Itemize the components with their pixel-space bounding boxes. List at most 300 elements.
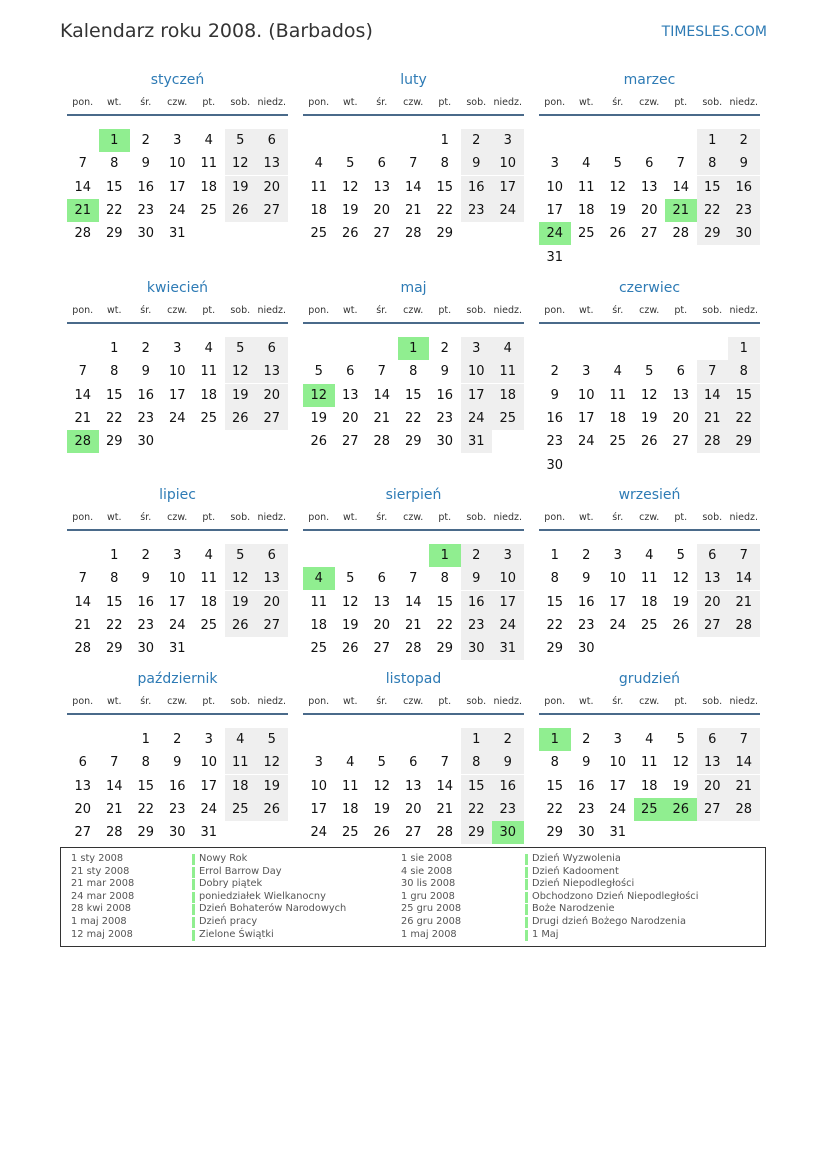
weekday-label: pt. (438, 512, 452, 523)
day-cell: 16 (728, 176, 760, 199)
day-cell: 20 (404, 801, 422, 817)
legend-holiday-name: poniedziałek Wielkanocny (199, 890, 326, 902)
day-cell: 7 (409, 571, 418, 587)
legend-date: 12 maj 2008 (71, 928, 133, 940)
day-cell: 17 (492, 176, 524, 199)
weekday-label: śr. (376, 97, 388, 108)
day-cell: 4 (225, 728, 257, 751)
weekday-label: pon. (72, 512, 94, 523)
day-cell: 21 (436, 801, 454, 817)
day-cell: 22 (436, 202, 454, 218)
month-name: październik (137, 671, 218, 687)
day-cell: 10 (200, 755, 218, 771)
day-cell: 11 (310, 594, 328, 610)
day-cell: 23 (137, 410, 155, 426)
day-cell: 3 (613, 548, 622, 563)
day-cell: 21 (105, 801, 123, 817)
day-cell: 4 (613, 364, 622, 380)
day-cell: 7 (409, 156, 418, 172)
day-cell: 23 (577, 617, 595, 633)
day-cell: 23 (577, 801, 595, 817)
weekday-label: śr. (612, 97, 624, 108)
day-cell: 31 (200, 825, 218, 841)
day-cell: 21 (728, 775, 760, 798)
day-cell: 15 (404, 387, 422, 403)
day-cell: 3 (613, 732, 622, 747)
day-cell: 3 (582, 364, 591, 380)
legend-marker (525, 930, 528, 941)
day-cell: 5 (225, 337, 257, 360)
legend-date: 1 gru 2008 (401, 890, 455, 902)
weekday-label: sob. (230, 97, 251, 108)
day-cell: 20 (697, 775, 729, 798)
day-cell: 13 (373, 594, 391, 610)
day-cell: 25 (225, 798, 257, 821)
day-cell: 14 (436, 778, 454, 794)
day-cell: 20 (697, 591, 729, 614)
day-cell: 14 (74, 387, 92, 403)
day-cell: 8 (110, 156, 119, 172)
weekday-label: czw. (403, 97, 424, 108)
day-cell: 14 (404, 179, 422, 195)
day-cell: 30 (137, 434, 155, 450)
day-cell: 10 (492, 152, 524, 175)
day-cell: 13 (672, 387, 690, 403)
day-cell: 9 (461, 567, 493, 590)
day-cell: 25 (634, 798, 666, 821)
day-cell: 27 (697, 614, 729, 637)
day-cell: 10 (168, 364, 186, 380)
header-divider (67, 713, 288, 715)
legend-date: 26 gru 2008 (401, 916, 462, 927)
weekday-label: wt. (342, 512, 358, 523)
legend-date: 1 maj 2008 (401, 928, 457, 940)
day-cell: 27 (74, 825, 92, 841)
day-cell: 22 (404, 410, 422, 426)
day-cell: 24 (168, 617, 186, 633)
day-cell: 18 (577, 202, 595, 218)
weekday-label: pon. (544, 696, 566, 707)
weekday-label: czw. (639, 512, 660, 523)
day-cell: 6 (346, 364, 355, 380)
day-cell: 23 (137, 617, 155, 633)
day-cell: 24 (609, 617, 627, 633)
day-cell: 30 (728, 222, 760, 245)
weekday-label: sob. (230, 696, 251, 707)
day-cell: 2 (440, 341, 449, 356)
month-name: czerwiec (618, 280, 681, 296)
day-cell: 20 (256, 591, 288, 614)
day-cell: 13 (404, 778, 422, 794)
day-cell: 27 (404, 825, 422, 841)
day-cell: 12 (225, 567, 257, 590)
day-cell: 29 (728, 430, 760, 453)
weekday-label: śr. (612, 696, 624, 707)
weekday-label: czw. (167, 696, 188, 707)
weekday-label: wt. (106, 305, 122, 316)
day-cell: 4 (645, 548, 654, 563)
day-cell: 8 (440, 571, 449, 587)
day-cell: 14 (373, 387, 391, 403)
day-cell: 28 (404, 226, 422, 242)
legend-marker (525, 879, 528, 890)
weekday-label: śr. (140, 305, 152, 316)
weekday-label: pon. (308, 512, 330, 523)
weekday-label: pt. (674, 97, 688, 108)
day-cell: 4 (492, 337, 524, 360)
day-cell: 8 (728, 360, 760, 383)
day-cell: 4 (314, 156, 323, 172)
day-cell: 4 (303, 567, 335, 590)
day-cell: 29 (137, 825, 155, 841)
weekday-label: pon. (544, 512, 566, 523)
day-cell: 2 (141, 341, 150, 356)
day-cell: 2 (141, 133, 150, 148)
header-divider (539, 114, 760, 116)
weekday-label: niedz. (493, 97, 523, 108)
day-cell: 24 (310, 825, 328, 841)
day-cell: 29 (105, 226, 123, 242)
day-cell: 1 (539, 728, 571, 751)
day-cell: 19 (640, 410, 658, 426)
legend-date: 1 sie 2008 (401, 853, 453, 864)
day-cell: 26 (225, 199, 257, 222)
day-cell: 8 (110, 571, 119, 587)
legend-date: 1 sty 2008 (71, 853, 124, 864)
day-cell: 4 (582, 156, 591, 172)
day-cell: 22 (105, 410, 123, 426)
weekday-label: czw. (167, 305, 188, 316)
day-cell: 23 (168, 801, 186, 817)
day-cell: 8 (110, 364, 119, 380)
weekday-label: czw. (167, 97, 188, 108)
day-cell: 1 (550, 548, 559, 563)
day-cell: 21 (728, 591, 760, 614)
weekday-label: niedz. (729, 305, 759, 316)
day-cell: 19 (256, 775, 288, 798)
day-cell: 26 (256, 798, 288, 821)
day-cell: 3 (173, 548, 182, 563)
day-cell: 2 (492, 728, 524, 751)
day-cell: 5 (256, 728, 288, 751)
day-cell: 2 (173, 732, 182, 747)
day-cell: 11 (310, 179, 328, 195)
day-cell: 18 (640, 594, 658, 610)
day-cell: 23 (546, 434, 564, 450)
day-cell: 31 (168, 226, 186, 242)
holiday-legend (60, 847, 766, 947)
day-cell: 7 (440, 755, 449, 771)
weekday-label: śr. (140, 512, 152, 523)
legend-date: 4 sie 2008 (401, 865, 453, 877)
day-cell: 16 (168, 778, 186, 794)
weekday-label: czw. (639, 305, 660, 316)
day-cell: 15 (105, 387, 123, 403)
weekday-label: niedz. (257, 696, 287, 707)
day-cell: 6 (256, 129, 288, 152)
day-cell: 28 (697, 430, 729, 453)
day-cell: 21 (74, 410, 92, 426)
weekday-label: czw. (403, 305, 424, 316)
day-cell: 28 (404, 641, 422, 657)
weekday-label: śr. (140, 696, 152, 707)
weekday-label: wt. (106, 97, 122, 108)
day-cell: 9 (582, 755, 591, 771)
day-cell: 13 (256, 360, 288, 383)
day-cell: 6 (377, 156, 386, 172)
day-cell: 25 (200, 410, 218, 426)
day-cell: 21 (74, 617, 92, 633)
day-cell: 18 (200, 179, 218, 195)
day-cell: 20 (256, 176, 288, 199)
day-cell: 11 (200, 156, 218, 172)
weekday-label: pt. (674, 696, 688, 707)
day-cell: 7 (377, 364, 386, 380)
legend-date: 21 sty 2008 (71, 865, 130, 877)
day-cell: 12 (256, 751, 288, 774)
day-cell: 30 (461, 637, 493, 660)
day-cell: 25 (640, 617, 658, 633)
day-cell: 10 (609, 571, 627, 587)
day-cell: 19 (672, 778, 690, 794)
day-cell: 8 (440, 156, 449, 172)
day-cell: 13 (697, 567, 729, 590)
day-cell: 9 (141, 364, 150, 380)
brand-link[interactable]: TIMESLES.COM (661, 24, 767, 40)
header-divider (303, 114, 524, 116)
day-cell: 4 (204, 341, 213, 356)
weekday-label: niedz. (493, 696, 523, 707)
day-cell: 19 (225, 176, 257, 199)
day-cell: 29 (105, 641, 123, 657)
weekday-label: pon. (308, 97, 330, 108)
legend-holiday-name: Dzień Kadooment (532, 865, 619, 877)
day-cell: 23 (461, 199, 493, 222)
day-cell: 26 (310, 434, 328, 450)
day-cell: 12 (341, 179, 359, 195)
day-cell: 9 (550, 387, 559, 403)
weekday-label: pt. (438, 305, 452, 316)
day-cell: 20 (74, 801, 92, 817)
day-cell: 19 (225, 384, 257, 407)
day-cell: 28 (105, 825, 123, 841)
day-cell: 1 (398, 337, 430, 360)
day-cell: 21 (665, 199, 697, 222)
day-cell: 9 (492, 751, 524, 774)
day-cell: 26 (373, 825, 391, 841)
day-cell: 10 (609, 755, 627, 771)
weekday-label: wt. (106, 512, 122, 523)
legend-marker (192, 854, 195, 865)
day-cell: 20 (373, 617, 391, 633)
day-cell: 17 (168, 387, 186, 403)
day-cell: 3 (314, 755, 323, 771)
day-cell: 2 (461, 544, 493, 567)
day-cell: 6 (377, 571, 386, 587)
day-cell: 25 (200, 617, 218, 633)
day-cell: 25 (577, 226, 595, 242)
day-cell: 1 (141, 732, 150, 747)
day-cell: 8 (697, 152, 729, 175)
weekday-label: pt. (202, 305, 216, 316)
weekday-label: pon. (308, 305, 330, 316)
legend-holiday-name: Dobry piątek (199, 878, 263, 890)
day-cell: 4 (346, 755, 355, 771)
weekday-label: pt. (438, 696, 452, 707)
day-cell: 22 (105, 202, 123, 218)
day-cell: 24 (577, 434, 595, 450)
legend-marker (525, 892, 528, 903)
day-cell: 1 (429, 544, 461, 567)
day-cell: 20 (341, 410, 359, 426)
day-cell: 18 (640, 778, 658, 794)
day-cell: 20 (373, 202, 391, 218)
day-cell: 19 (373, 801, 391, 817)
day-cell: 25 (492, 407, 524, 430)
day-cell: 24 (168, 202, 186, 218)
day-cell: 9 (141, 156, 150, 172)
day-cell: 8 (550, 755, 559, 771)
header-divider (303, 713, 524, 715)
weekday-label: czw. (167, 512, 188, 523)
day-cell: 13 (74, 778, 92, 794)
day-cell: 6 (78, 755, 87, 771)
day-cell: 7 (697, 360, 729, 383)
day-cell: 1 (728, 337, 760, 360)
day-cell: 16 (546, 410, 564, 426)
day-cell: 5 (613, 156, 622, 172)
weekday-label: sob. (702, 97, 723, 108)
day-cell: 22 (461, 798, 493, 821)
day-cell: 16 (461, 591, 493, 614)
day-cell: 17 (310, 801, 328, 817)
day-cell: 5 (225, 129, 257, 152)
legend-marker (192, 904, 195, 915)
day-cell: 25 (341, 825, 359, 841)
day-cell: 7 (110, 755, 119, 771)
day-cell: 26 (665, 798, 697, 821)
day-cell: 7 (78, 364, 87, 380)
day-cell: 28 (74, 641, 92, 657)
legend-holiday-name: Dzień pracy (199, 916, 258, 927)
day-cell: 3 (173, 341, 182, 356)
day-cell: 30 (577, 641, 595, 657)
header-divider (303, 322, 524, 324)
day-cell: 12 (672, 755, 690, 771)
month-name: luty (400, 72, 427, 88)
day-cell: 26 (341, 641, 359, 657)
day-cell: 26 (341, 226, 359, 242)
header-divider (539, 713, 760, 715)
day-cell: 26 (672, 617, 690, 633)
day-cell: 5 (377, 755, 386, 771)
legend-date: 21 mar 2008 (71, 878, 135, 890)
day-cell: 14 (105, 778, 123, 794)
day-cell: 26 (225, 407, 257, 430)
day-cell: 9 (173, 755, 182, 771)
day-cell: 15 (546, 594, 564, 610)
legend-holiday-name: Dzień Wyzwolenia (532, 853, 621, 864)
legend-date: 25 gru 2008 (401, 903, 462, 915)
day-cell: 10 (168, 571, 186, 587)
day-cell: 5 (346, 571, 355, 587)
day-cell: 10 (577, 387, 595, 403)
day-cell: 7 (728, 544, 760, 567)
weekday-label: śr. (376, 696, 388, 707)
day-cell: 27 (697, 798, 729, 821)
weekday-label: niedz. (257, 305, 287, 316)
day-cell: 28 (672, 226, 690, 242)
month-name: kwiecień (146, 280, 209, 296)
legend-marker (525, 904, 528, 915)
weekday-label: sob. (230, 512, 251, 523)
header-divider (539, 322, 760, 324)
day-cell: 16 (577, 778, 595, 794)
day-cell: 13 (373, 179, 391, 195)
day-cell: 19 (341, 617, 359, 633)
day-cell: 24 (461, 407, 493, 430)
day-cell: 30 (436, 434, 454, 450)
legend-marker (192, 892, 195, 903)
day-cell: 22 (137, 801, 155, 817)
legend-date: 28 kwi 2008 (71, 903, 132, 915)
day-cell: 1 (697, 129, 729, 152)
day-cell: 29 (404, 434, 422, 450)
legend-holiday-name: Boże Narodzenie (532, 903, 615, 915)
day-cell: 31 (492, 637, 524, 660)
day-cell: 18 (341, 801, 359, 817)
day-cell: 15 (105, 594, 123, 610)
day-cell: 20 (256, 384, 288, 407)
weekday-label: pt. (202, 97, 216, 108)
day-cell: 19 (609, 202, 627, 218)
day-cell: 15 (137, 778, 155, 794)
day-cell: 10 (546, 179, 564, 195)
legend-date: 30 lis 2008 (401, 878, 456, 890)
day-cell: 11 (577, 179, 595, 195)
weekday-label: sob. (230, 305, 251, 316)
day-cell: 19 (672, 594, 690, 610)
header-divider (539, 529, 760, 531)
day-cell: 2 (461, 129, 493, 152)
day-cell: 11 (609, 387, 627, 403)
day-cell: 6 (256, 544, 288, 567)
day-cell: 27 (256, 199, 288, 222)
day-cell: 20 (640, 202, 658, 218)
day-cell: 23 (137, 202, 155, 218)
day-cell: 9 (461, 152, 493, 175)
weekday-label: niedz. (729, 696, 759, 707)
day-cell: 4 (204, 133, 213, 148)
weekday-label: niedz. (493, 305, 523, 316)
weekday-label: pt. (674, 512, 688, 523)
weekday-label: wt. (106, 696, 122, 707)
day-cell: 12 (640, 387, 658, 403)
month-name: styczeń (150, 72, 205, 88)
day-cell: 22 (105, 617, 123, 633)
weekday-label: śr. (612, 512, 624, 523)
day-cell: 25 (310, 641, 328, 657)
day-cell: 17 (461, 384, 493, 407)
day-cell: 24 (168, 410, 186, 426)
day-cell: 15 (546, 778, 564, 794)
day-cell: 18 (225, 775, 257, 798)
legend-date: 1 maj 2008 (71, 916, 127, 927)
month-name: wrzesień (618, 487, 681, 503)
weekday-label: wt. (342, 305, 358, 316)
day-cell: 30 (137, 641, 155, 657)
day-cell: 13 (256, 567, 288, 590)
